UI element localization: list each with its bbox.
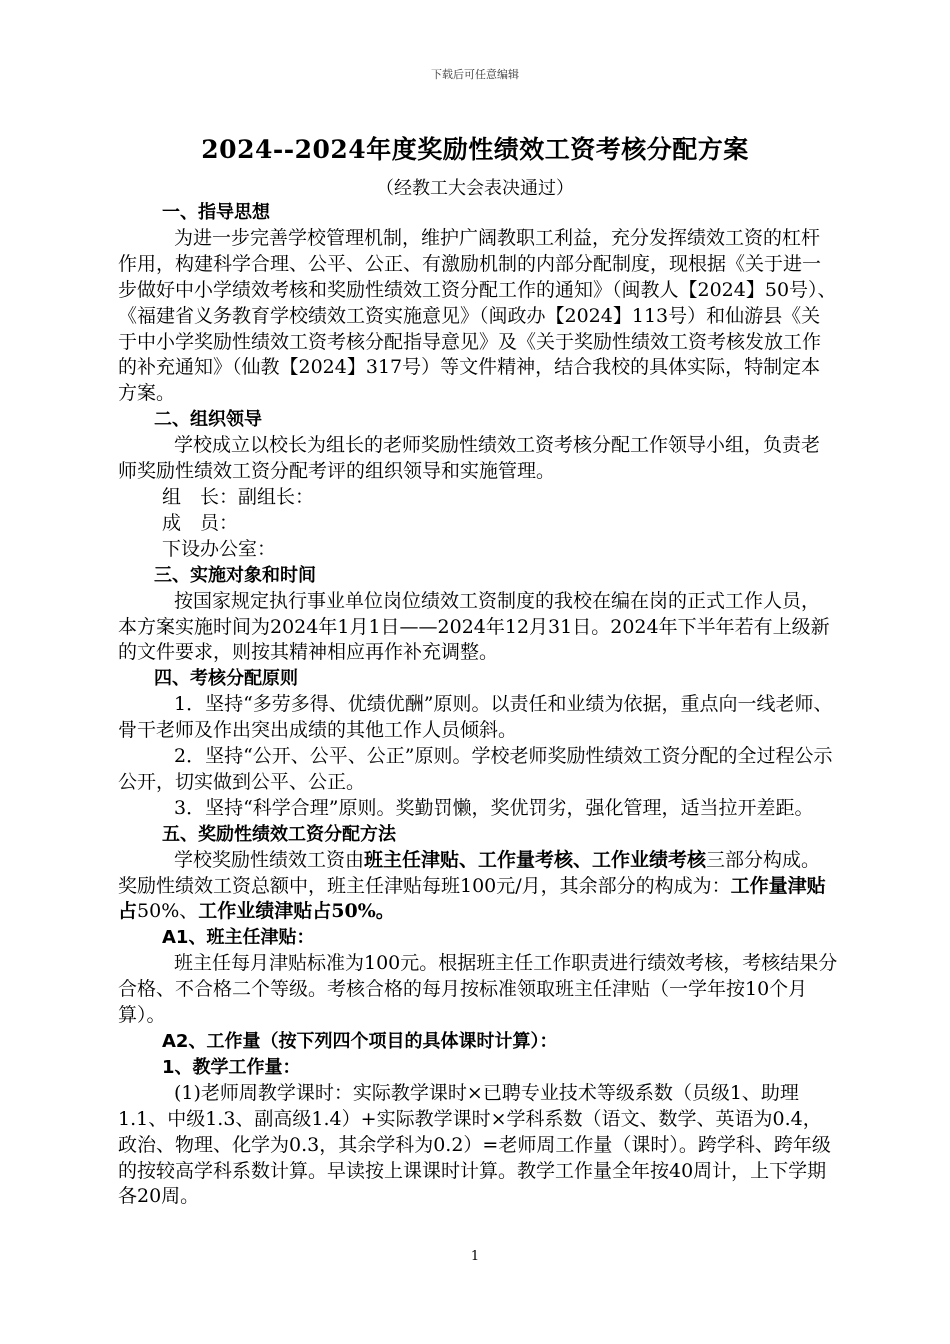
paragraph: (1)老师周教学课时：实际教学课时×已聘专业技术等级系数（员级1、助理1.1、中级1.3、副高级1.4）+实际教学课时×学科系数（语文、数学、英语为0.4，政治、物理、化学为0.3，其余学科为0.2）=老师周工作量（课时）。跨学科、跨年级的按较高学科系数计算。早读按上课课时计算。教学工作量全年按40周计，上下学期各20周。 (118, 1081, 831, 1208)
paragraph: 成 员： (162, 511, 239, 534)
bold-text-run: 工作量津贴占 (118, 874, 826, 923)
section-heading: 二、组织领导 (154, 409, 262, 431)
subsection-heading: A2、工作量（按下列四个项目的具体课时计算）： (162, 1031, 558, 1052)
section-heading: 四、考核分配原则 (154, 668, 298, 690)
text-run: 三部分构成。奖励性绩效工资总额中，班主任津贴每班100元/月，其余部分的构成为： (118, 848, 821, 897)
paragraph (118, 848, 838, 926)
paragraph: 为进一步完善学校管理机制，维护广阔教职工利益，充分发挥绩效工资的杠杆作用，构建科学合理、公平、公正、有激励机制的内部分配制度，现根据《关于进一步做好中小学绩效考核和奖励性绩效工资分配工作的通知》（闽教人【2024】50号）、《福建省义务教育学校绩效工资实施意见》（闽政办【2024】113号）和仙游县《关于中小学奖励性绩效工资考核分配指导意见》及《关于奖励性绩效工资考核发放工作的补充通知》（仙教【2024】317号）等文件精神，结合我校的具体实际，特制定本方案。 (118, 226, 837, 405)
bold-text-run: 班主任津贴、工作量考核、工作业绩考核 (364, 848, 707, 871)
paragraph: 2．坚持“公开、公平、公正”原则。学校老师奖励性绩效工资分配的全过程公示公开，切实做到公平、公正。 (118, 745, 833, 793)
item-heading: 1、教学工作量： (162, 1056, 301, 1078)
paragraph: 下设办公室： (162, 537, 277, 560)
section-heading: 一、指导思想 (162, 202, 270, 223)
paragraph: 3．坚持“科学合理”原则。奖勤罚懒，奖优罚劣，强化管理，适当拉开差距。 (174, 796, 814, 819)
paragraph: 学校成立以校长为组长的老师奖励性绩效工资考核分配工作领导小组，负责老师奖励性绩效工资分配考评的组织领导和实施管理。 (118, 434, 821, 483)
text-run: 50%、 (137, 900, 199, 923)
document-title: 2024--2024年度奖励性绩效工资考核分配方案 (201, 135, 749, 164)
paragraph: 班主任每月津贴标准为100元。根据班主任工作职责进行绩效考核，考核结果分合格、不合格二个等级。考核合格的每月按标准领取班主任津贴（一学年按10个月算）。 (118, 952, 838, 1027)
section-heading: 三、实施对象和时间 (154, 564, 316, 586)
bold-text-run: 工作业绩津贴占50%。 (198, 900, 395, 923)
paragraph: 按国家规定执行事业单位岗位绩效工资制度的我校在编在岗的正式工作人员，本方案实施时间为2024年1月1日——2024年12月31日。2024年下半年若有上级新的文件要求，则按其精神相应再作补充调整。 (118, 589, 830, 664)
document-body (118, 200, 838, 1210)
document-subtitle: （经教工大会表决通过） (376, 178, 574, 199)
paragraph: 组 长：副组长： (162, 485, 315, 508)
paragraph: 1．坚持“多劳多得、优绩优酬”原则。以责任和业绩为依据，重点向一线老师、骨干老师及作出突出成绩的其他工作人员倾斜。 (118, 693, 833, 742)
page-number: 1 (470, 1249, 480, 1264)
header-note: 下载后可任意编辑 (431, 68, 519, 81)
text-run: 学校奖励性绩效工资由 (174, 848, 365, 871)
subsection-heading: A1、班主任津贴： (162, 927, 315, 949)
section-heading: 五、奖励性绩效工资分配方法 (162, 823, 396, 845)
